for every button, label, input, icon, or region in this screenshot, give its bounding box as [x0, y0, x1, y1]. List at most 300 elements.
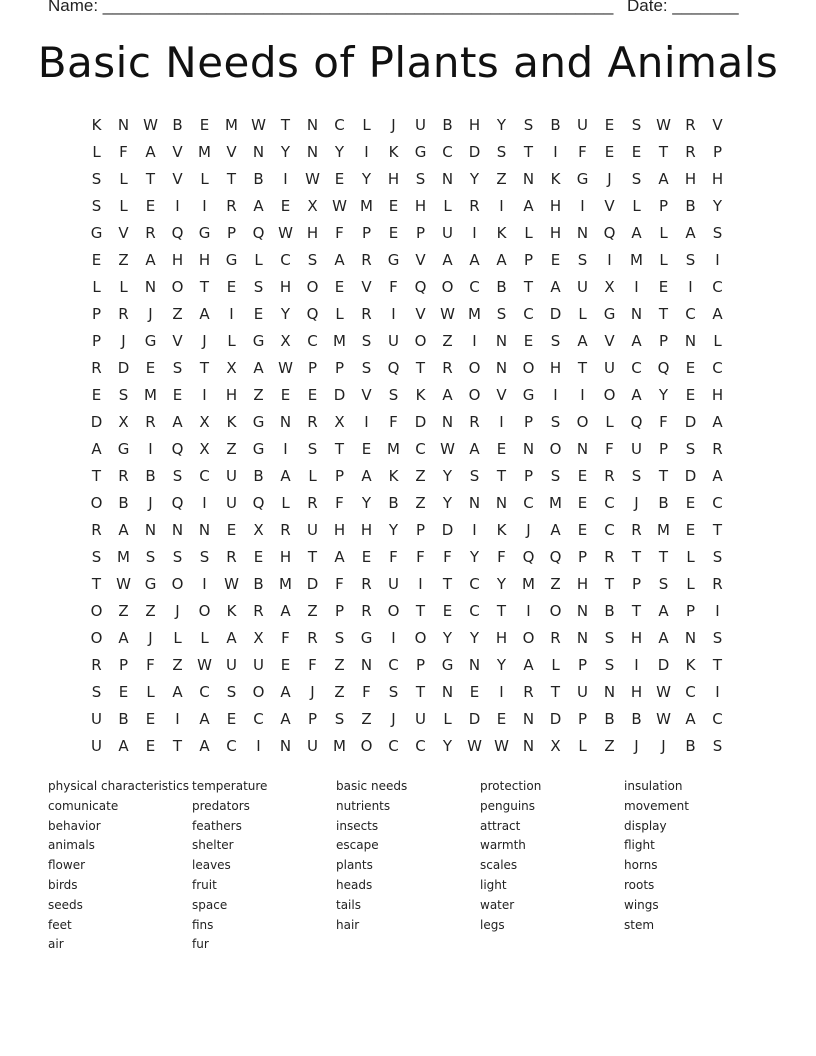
word-bank-column: [48, 777, 192, 955]
grid-letter: R: [712, 439, 723, 458]
grid-letter: Z: [361, 709, 372, 728]
grid-letter: S: [388, 682, 399, 701]
grid-letter: Y: [442, 736, 453, 755]
grid-letter: J: [310, 682, 315, 701]
grid-letter: E: [334, 277, 345, 296]
grid-letter: R: [226, 196, 237, 215]
grid-letter: L: [200, 169, 209, 188]
word-bank-item: penguins: [480, 798, 536, 813]
grid-letter: O: [90, 601, 103, 620]
grid-letter: I: [580, 196, 585, 215]
grid-letter: J: [175, 601, 180, 620]
grid-letter: G: [414, 142, 427, 161]
grid-letter: W: [656, 709, 671, 728]
grid-letter: O: [522, 628, 535, 647]
grid-letter: W: [251, 115, 266, 134]
grid-letter: N: [441, 412, 454, 431]
grid-letter: C: [415, 439, 426, 458]
grid-letter: C: [388, 655, 399, 674]
grid-letter: V: [604, 196, 615, 215]
grid-letter: I: [418, 574, 423, 593]
grid-letter: P: [631, 574, 642, 593]
grid-letter: M: [468, 304, 481, 323]
grid-letter: P: [226, 223, 237, 242]
word-bank-item: animals: [48, 838, 95, 853]
grid-letter: N: [279, 412, 292, 431]
grid-letter: Z: [226, 439, 237, 458]
grid-letter: I: [607, 250, 612, 269]
grid-letter: Y: [469, 169, 480, 188]
grid-letter: T: [334, 439, 345, 458]
grid-letter: O: [306, 277, 319, 296]
grid-letter: Y: [280, 142, 291, 161]
grid-letter: P: [577, 547, 588, 566]
grid-letter: K: [388, 142, 399, 161]
grid-letter: J: [634, 736, 639, 755]
grid-letter: S: [631, 466, 642, 485]
grid-letter: O: [198, 601, 211, 620]
grid-letter: Z: [172, 655, 183, 674]
grid-letter: S: [172, 466, 183, 485]
grid-letter: L: [524, 223, 533, 242]
grid-letter: E: [226, 709, 237, 728]
grid-letter: R: [685, 142, 696, 161]
word-bank-item: leaves: [192, 858, 231, 873]
grid-letter: A: [172, 412, 183, 431]
grid-letter: Y: [712, 196, 723, 215]
grid-letter: W: [440, 304, 455, 323]
grid-letter: I: [283, 439, 288, 458]
grid-letter: I: [634, 277, 639, 296]
grid-letter: F: [119, 142, 128, 161]
grid-letter: P: [361, 223, 372, 242]
grid-letter: P: [523, 250, 534, 269]
grid-letter: C: [469, 574, 480, 593]
grid-letter: Z: [118, 601, 129, 620]
grid-letter: Q: [171, 439, 184, 458]
grid-letter: T: [523, 277, 534, 296]
grid-letter: V: [415, 250, 426, 269]
grid-letter: K: [415, 385, 426, 404]
grid-letter: Y: [334, 142, 345, 161]
grid-letter: N: [495, 493, 508, 512]
grid-letter: O: [549, 601, 562, 620]
word-bank-item: basic needs: [336, 779, 408, 793]
grid-letter: I: [148, 439, 153, 458]
grid-letter: Y: [442, 466, 453, 485]
grid-letter: J: [607, 169, 612, 188]
grid-letter: A: [523, 655, 534, 674]
grid-letter: E: [253, 547, 264, 566]
grid-letter: N: [360, 655, 373, 674]
grid-letter: I: [175, 709, 180, 728]
grid-letter: L: [632, 196, 641, 215]
grid-letter: S: [361, 331, 372, 350]
grid-letter: H: [198, 250, 211, 269]
grid-letter: A: [442, 250, 453, 269]
grid-letter: S: [577, 250, 588, 269]
grid-letter: G: [603, 304, 616, 323]
grid-letter: T: [658, 142, 669, 161]
grid-letter: U: [91, 736, 102, 755]
grid-letter: A: [442, 385, 453, 404]
grid-letter: U: [577, 277, 588, 296]
grid-letter: S: [91, 682, 102, 701]
grid-letter: F: [335, 223, 344, 242]
grid-letter: T: [415, 358, 426, 377]
grid-letter: D: [333, 385, 346, 404]
grid-letter: J: [634, 493, 639, 512]
grid-letter: E: [523, 331, 534, 350]
grid-letter: H: [711, 169, 724, 188]
grid-letter: X: [307, 196, 318, 215]
word-bank-item: legs: [480, 917, 505, 932]
grid-letter: I: [391, 304, 396, 323]
grid-letter: J: [148, 493, 153, 512]
grid-letter: W: [278, 358, 293, 377]
word-bank-item: escape: [336, 838, 379, 853]
grid-letter: B: [685, 196, 696, 215]
grid-letter: K: [91, 115, 102, 134]
grid-letter: R: [469, 196, 480, 215]
grid-letter: T: [199, 277, 210, 296]
grid-letter: B: [685, 736, 696, 755]
grid-letter: P: [658, 439, 669, 458]
grid-letter: Q: [657, 358, 670, 377]
page-title: Basic Needs of Plants and Animals: [37, 38, 779, 87]
word-bank-item: flight: [624, 838, 655, 853]
grid-letter: E: [172, 385, 183, 404]
word-bank-item: insulation: [624, 779, 683, 793]
grid-letter: S: [334, 628, 345, 647]
grid-letter: S: [226, 682, 237, 701]
grid-letter: F: [389, 547, 398, 566]
grid-letter: E: [496, 439, 507, 458]
grid-letter: C: [469, 601, 480, 620]
grid-letter: G: [522, 385, 535, 404]
grid-letter: B: [658, 493, 669, 512]
grid-letter: I: [202, 574, 207, 593]
grid-letter: I: [229, 304, 234, 323]
grid-letter: A: [631, 385, 642, 404]
grid-letter: A: [334, 547, 345, 566]
grid-letter: T: [712, 520, 723, 539]
word-bank-item: tails: [336, 897, 361, 912]
grid-letter: I: [283, 169, 288, 188]
grid-letter: O: [468, 358, 481, 377]
grid-letter: E: [280, 196, 291, 215]
grid-letter: P: [712, 142, 723, 161]
grid-letter: D: [684, 466, 697, 485]
grid-letter: F: [389, 412, 398, 431]
grid-letter: S: [712, 628, 723, 647]
grid-letter: F: [659, 412, 668, 431]
grid-letter: S: [658, 574, 669, 593]
grid-letter: L: [308, 466, 317, 485]
grid-letter: N: [576, 601, 589, 620]
grid-letter: A: [145, 142, 156, 161]
grid-letter: A: [199, 709, 210, 728]
grid-letter: I: [499, 412, 504, 431]
grid-letter: O: [90, 628, 103, 647]
grid-letter: D: [468, 709, 481, 728]
grid-letter: L: [443, 196, 452, 215]
grid-letter: G: [360, 628, 373, 647]
word-bank-item: insects: [336, 818, 379, 833]
grid-letter: R: [307, 412, 318, 431]
word-bank-item: nutrients: [336, 798, 391, 813]
grid-letter: E: [577, 520, 588, 539]
grid-letter: W: [332, 196, 347, 215]
grid-letter: C: [631, 358, 642, 377]
grid-letter: P: [415, 520, 426, 539]
grid-letter: T: [658, 547, 669, 566]
grid-letter: U: [307, 520, 318, 539]
grid-letter: N: [576, 439, 589, 458]
grid-letter: R: [307, 493, 318, 512]
grid-letter: G: [252, 412, 265, 431]
grid-letter: E: [442, 601, 453, 620]
grid-letter: S: [712, 547, 723, 566]
grid-letter: N: [522, 736, 535, 755]
word-bank-item: fruit: [192, 877, 217, 892]
grid-letter: R: [523, 682, 534, 701]
grid-letter: P: [307, 709, 318, 728]
grid-letter: L: [119, 196, 128, 215]
grid-letter: A: [280, 682, 291, 701]
grid-letter: Y: [388, 520, 399, 539]
grid-letter: D: [414, 412, 427, 431]
grid-letter: N: [684, 331, 697, 350]
grid-letter: S: [550, 331, 561, 350]
grid-letter: N: [441, 169, 454, 188]
grid-letter: E: [361, 439, 372, 458]
grid-letter: E: [685, 493, 696, 512]
grid-letter: O: [171, 277, 184, 296]
grid-letter: P: [91, 304, 102, 323]
grid-letter: T: [523, 142, 534, 161]
grid-letter: Y: [469, 628, 480, 647]
grid-letter: Z: [334, 682, 345, 701]
grid-letter: D: [117, 358, 130, 377]
grid-letter: A: [145, 250, 156, 269]
word-bank-item: feathers: [192, 818, 242, 833]
grid-letter: A: [685, 709, 696, 728]
grid-letter: X: [280, 331, 291, 350]
grid-letter: O: [576, 412, 589, 431]
grid-letter: H: [414, 196, 427, 215]
grid-letter: Z: [307, 601, 318, 620]
word-bank-item: hair: [336, 917, 360, 932]
grid-letter: A: [361, 466, 372, 485]
grid-letter: P: [118, 655, 129, 674]
word-bank-item: wings: [624, 897, 659, 912]
word-bank-item: scales: [480, 858, 518, 873]
grid-letter: J: [121, 331, 126, 350]
grid-letter: S: [496, 142, 507, 161]
grid-letter: C: [280, 250, 291, 269]
grid-letter: Y: [496, 574, 507, 593]
grid-letter: S: [199, 547, 210, 566]
grid-letter: P: [91, 331, 102, 350]
grid-letter: Z: [415, 493, 426, 512]
grid-letter: G: [90, 223, 103, 242]
grid-letter: T: [307, 547, 318, 566]
grid-letter: H: [630, 628, 643, 647]
word-bank-item: behavior: [48, 818, 101, 833]
grid-letter: A: [496, 250, 507, 269]
grid-letter: D: [657, 655, 670, 674]
grid-letter: L: [254, 250, 263, 269]
grid-letter: F: [335, 574, 344, 593]
grid-letter: P: [415, 223, 426, 242]
grid-letter: N: [144, 277, 157, 296]
grid-letter: Y: [280, 304, 291, 323]
grid-letter: L: [605, 412, 614, 431]
grid-letter: S: [91, 196, 102, 215]
grid-letter: H: [711, 385, 724, 404]
grid-letter: B: [604, 709, 615, 728]
grid-letter: N: [468, 655, 481, 674]
grid-letter: C: [712, 493, 723, 512]
grid-letter: F: [146, 655, 155, 674]
grid-letter: A: [631, 223, 642, 242]
grid-letter: R: [226, 547, 237, 566]
grid-letter: Z: [550, 574, 561, 593]
grid-letter: F: [497, 547, 506, 566]
grid-letter: F: [443, 547, 452, 566]
grid-letter: W: [224, 574, 239, 593]
grid-letter: F: [389, 277, 398, 296]
grid-letter: E: [604, 115, 615, 134]
grid-letter: R: [118, 304, 129, 323]
grid-letter: L: [686, 547, 695, 566]
grid-letter: K: [388, 466, 399, 485]
grid-letter: P: [307, 358, 318, 377]
grid-letter: T: [145, 169, 156, 188]
grid-letter: O: [360, 736, 373, 755]
grid-letter: A: [685, 223, 696, 242]
grid-letter: I: [715, 682, 720, 701]
grid-letter: N: [630, 304, 643, 323]
grid-letter: O: [414, 628, 427, 647]
grid-letter: Z: [496, 169, 507, 188]
grid-letter: T: [415, 682, 426, 701]
grid-letter: T: [550, 682, 561, 701]
grid-letter: M: [198, 142, 211, 161]
word-bank-item: light: [480, 877, 507, 892]
grid-letter: Q: [171, 493, 184, 512]
grid-letter: O: [549, 439, 562, 458]
grid-letter: E: [280, 655, 291, 674]
grid-letter: T: [280, 115, 291, 134]
grid-letter: I: [256, 736, 261, 755]
grid-letter: A: [712, 304, 723, 323]
grid-letter: S: [604, 628, 615, 647]
grid-letter: J: [526, 520, 531, 539]
word-bank-item: flower: [48, 858, 86, 873]
grid-letter: V: [172, 331, 183, 350]
grid-letter: G: [198, 223, 211, 242]
grid-letter: C: [199, 466, 210, 485]
grid-letter: C: [388, 736, 399, 755]
grid-letter: O: [414, 331, 427, 350]
grid-letter: S: [496, 304, 507, 323]
grid-letter: S: [91, 547, 102, 566]
grid-letter: E: [145, 709, 156, 728]
word-bank-column: [336, 777, 480, 955]
grid-letter: B: [550, 115, 561, 134]
grid-letter: B: [496, 277, 507, 296]
grid-letter: Z: [172, 304, 183, 323]
grid-letter: I: [580, 385, 585, 404]
grid-letter: P: [577, 709, 588, 728]
grid-letter: T: [442, 574, 453, 593]
grid-letter: L: [578, 304, 587, 323]
word-bank-item: physical characteristics: [48, 779, 189, 793]
grid-letter: E: [91, 385, 102, 404]
grid-letter: E: [199, 115, 210, 134]
grid-letter: E: [469, 682, 480, 701]
grid-letter: I: [472, 331, 477, 350]
grid-letter: S: [631, 115, 642, 134]
grid-letter: H: [225, 385, 238, 404]
grid-letter: L: [119, 277, 128, 296]
word-bank-item: horns: [624, 858, 658, 873]
grid-letter: W: [656, 682, 671, 701]
grid-letter: Y: [361, 493, 372, 512]
grid-letter: F: [362, 682, 371, 701]
grid-letter: E: [91, 250, 102, 269]
grid-letter: Y: [658, 385, 669, 404]
grid-letter: Y: [442, 493, 453, 512]
grid-letter: H: [495, 628, 508, 647]
grid-letter: K: [496, 520, 507, 539]
grid-letter: A: [118, 736, 129, 755]
grid-letter: I: [202, 196, 207, 215]
grid-letter: Y: [442, 628, 453, 647]
grid-letter: N: [144, 520, 157, 539]
grid-letter: U: [631, 439, 642, 458]
word-search-grid: [83, 111, 731, 759]
grid-letter: J: [202, 331, 207, 350]
grid-letter: G: [387, 250, 400, 269]
grid-letter: P: [334, 358, 345, 377]
grid-letter: W: [197, 655, 212, 674]
grid-letter: A: [172, 682, 183, 701]
grid-letter: U: [577, 115, 588, 134]
grid-letter: A: [550, 520, 561, 539]
grid-letter: Y: [469, 547, 480, 566]
grid-letter: P: [523, 466, 534, 485]
grid-letter: H: [468, 115, 481, 134]
grid-letter: L: [686, 574, 695, 593]
word-bank-item: display: [624, 818, 667, 833]
name-field-label: Name: ______________________________________________________: [48, 0, 614, 15]
grid-letter: E: [145, 196, 156, 215]
grid-letter: V: [118, 223, 129, 242]
grid-letter: J: [391, 709, 396, 728]
grid-letter: R: [361, 304, 372, 323]
grid-letter: I: [553, 385, 558, 404]
grid-letter: Q: [252, 223, 265, 242]
grid-letter: U: [226, 466, 237, 485]
grid-letter: E: [604, 142, 615, 161]
grid-letter: M: [225, 115, 238, 134]
grid-letter: E: [253, 304, 264, 323]
grid-letter: E: [658, 277, 669, 296]
word-bank-item: seeds: [48, 897, 83, 912]
